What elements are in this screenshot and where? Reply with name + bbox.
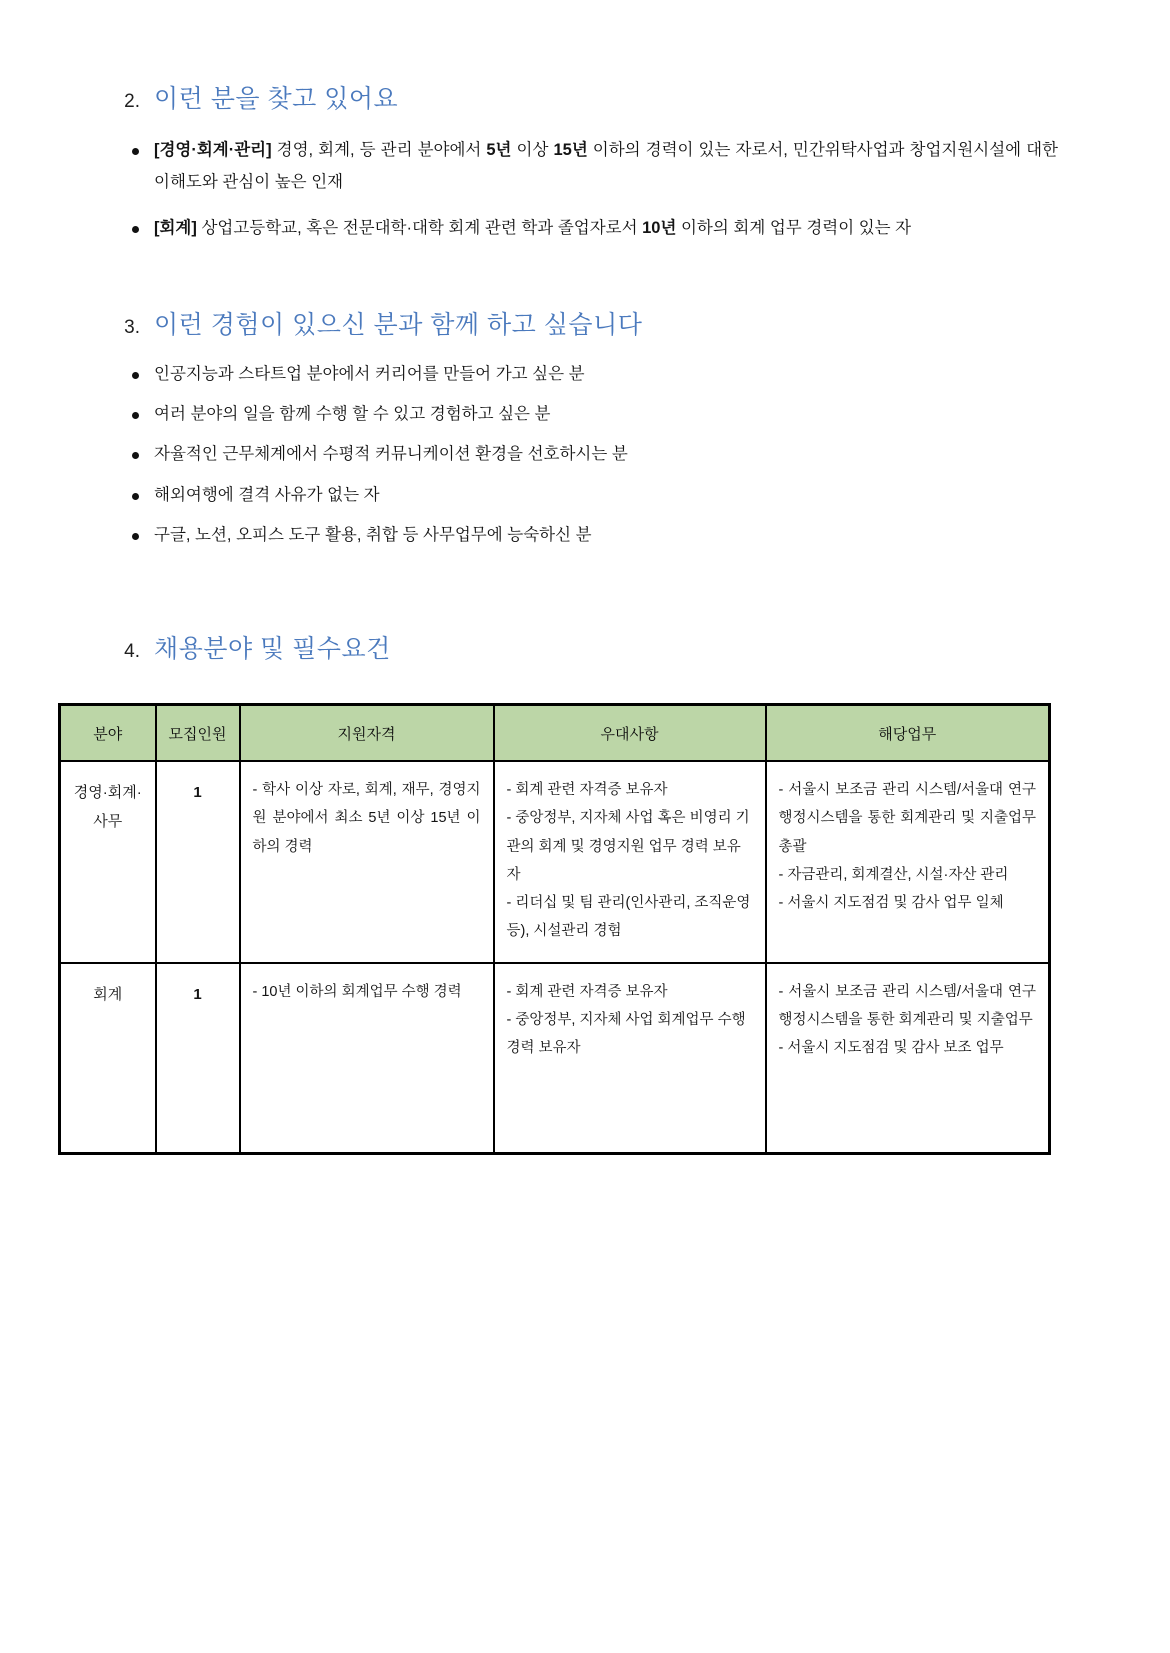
section-4-number: 4. <box>124 641 140 662</box>
column-header-headcount: 모집인원 <box>156 705 240 762</box>
section-2-heading <box>118 84 1058 114</box>
preferred-item: - 중앙정부, 지자체 사업 혹은 비영리 기관의 회계 및 경영지원 업무 경력 보유자 <box>506 810 750 883</box>
section-2-bullet-list <box>118 134 1058 245</box>
section-4-title: 채용분야 및 필수요건 <box>154 635 391 663</box>
duties-item: - 서울시 지도점검 및 감사 업무 일체 <box>778 895 1004 912</box>
duties-item: - 자금관리, 회계결산, 시설·자산 관리 <box>778 866 1009 883</box>
table-header-row <box>60 705 1050 762</box>
bullet-part: 5년 <box>486 141 512 159</box>
section-2-number: 2. <box>124 91 140 112</box>
cell-duties <box>766 963 1050 1154</box>
preferred-list <box>495 762 765 962</box>
list-item <box>118 438 1058 470</box>
qualification-list <box>241 762 493 877</box>
list-item <box>118 519 1058 551</box>
requirements-table-wrapper <box>58 703 1051 1155</box>
list-item <box>118 134 1058 198</box>
field-line-1: 회계 <box>93 985 123 1003</box>
bullet-part: 이하의 회계 업무 경력이 있는 자 <box>676 219 912 238</box>
cell-qualification <box>240 963 494 1154</box>
list-item <box>118 212 1058 244</box>
duties-list <box>767 762 1049 933</box>
preferred-item: - 회계 관련 자격증 보유자 <box>506 782 668 798</box>
cell-headcount <box>156 963 240 1154</box>
section-2-title: 이런 분을 찾고 있어요 <box>154 85 399 113</box>
section-4-heading <box>118 634 1058 664</box>
column-header-duties: 해당업무 <box>766 705 1050 762</box>
section-2 <box>118 84 1058 245</box>
requirements-table <box>58 703 1051 1155</box>
field-line-1: 경영·회계· <box>73 784 142 801</box>
duties-item: - 서울시 지도점검 및 감사 보조 업무 <box>778 1040 1004 1057</box>
cell-field <box>60 963 156 1154</box>
field-line-2: 사무 <box>93 813 123 831</box>
section-3-number: 3. <box>124 317 140 338</box>
headcount-value: 1 <box>193 985 202 1003</box>
duties-item: - 서울시 보조금 관리 시스템/서울대 연구행정시스템을 통한 회계관리 및 지출업무 총괄 <box>778 782 1036 855</box>
field-name <box>61 964 155 1025</box>
column-header-preferred: 우대사항 <box>494 705 766 762</box>
bullet-text: 구글, 노션, 오피스 도구 활용, 취합 등 사무업무에 능숙하신 분 <box>154 525 592 544</box>
section-4 <box>118 634 1058 664</box>
cell-headcount <box>156 761 240 963</box>
preferred-list <box>495 964 765 1079</box>
headcount-value: 1 <box>193 784 202 801</box>
column-header-field: 분야 <box>60 705 156 762</box>
qualification-item: - 10년 이하의 회계업무 수행 경력 <box>252 983 462 1000</box>
column-header-qualification: 지원자격 <box>240 705 494 762</box>
bullet-part: 10년 <box>642 219 677 238</box>
cell-preferred <box>494 963 766 1154</box>
list-item <box>118 479 1058 511</box>
bullet-part: 이상 <box>511 141 554 159</box>
cell-field <box>60 761 156 963</box>
bullet-text: 여러 분야의 일을 함께 수행 할 수 있고 경험하고 싶은 분 <box>154 405 551 424</box>
cell-qualification <box>240 761 494 963</box>
section-3 <box>118 310 1058 551</box>
section-3-bullet-list <box>118 358 1058 551</box>
bullet-lead: [경영·회계·관리] <box>154 141 272 159</box>
section-3-title: 이런 경험이 있으신 분과 함께 하고 싶습니다 <box>154 311 643 339</box>
bullet-part: 이하의 경력이 있는 자로서, 민간위탁사업과 창업지원시설에 대한 이해도와 관심이 높은 인재 <box>154 141 1058 192</box>
bullet-lead: [회계] <box>154 219 197 238</box>
duties-item: - 서울시 보조금 관리 시스템/서울대 연구행정시스템을 통한 회계관리 및 지출업무 <box>778 983 1036 1028</box>
bullet-text: 인공지능과 스타트업 분야에서 커리어를 만들어 가고 싶은 분 <box>154 365 585 383</box>
bullet-part: 상업고등학교, 혹은 전문대학·대학 회계 관련 학과 졸업자로서 <box>196 219 643 238</box>
preferred-item: - 중앙정부, 지자체 사업 회계업무 수행 경력 보유자 <box>506 1011 746 1057</box>
bullet-text: 해외여행에 결격 사유가 없는 자 <box>154 485 380 504</box>
table-row <box>60 761 1050 963</box>
duties-list <box>767 964 1049 1079</box>
qualification-item: - 학사 이상 자로, 회계, 재무, 경영지원 분야에서 최소 5년 이상 15년 이하의 경력 <box>252 782 481 855</box>
qualification-list <box>241 964 493 1022</box>
cell-duties <box>766 761 1050 963</box>
bullet-part: 15년 <box>553 141 588 159</box>
bullet-text: 자율적인 근무체계에서 수평적 커뮤니케이션 환경을 선호하시는 분 <box>154 445 628 464</box>
preferred-item: - 회계 관련 자격증 보유자 <box>506 983 668 1000</box>
section-3-heading <box>118 310 1058 340</box>
field-name <box>61 762 155 853</box>
preferred-item: - 리더십 및 팀 관리(인사관리, 조직운영 등), 시설관리 경험 <box>506 895 751 940</box>
bullet-part: 경영, 회계, 등 관리 분야에서 <box>271 141 487 159</box>
list-item <box>118 398 1058 430</box>
cell-preferred <box>494 761 766 963</box>
table-row <box>60 963 1050 1154</box>
list-item <box>118 358 1058 390</box>
